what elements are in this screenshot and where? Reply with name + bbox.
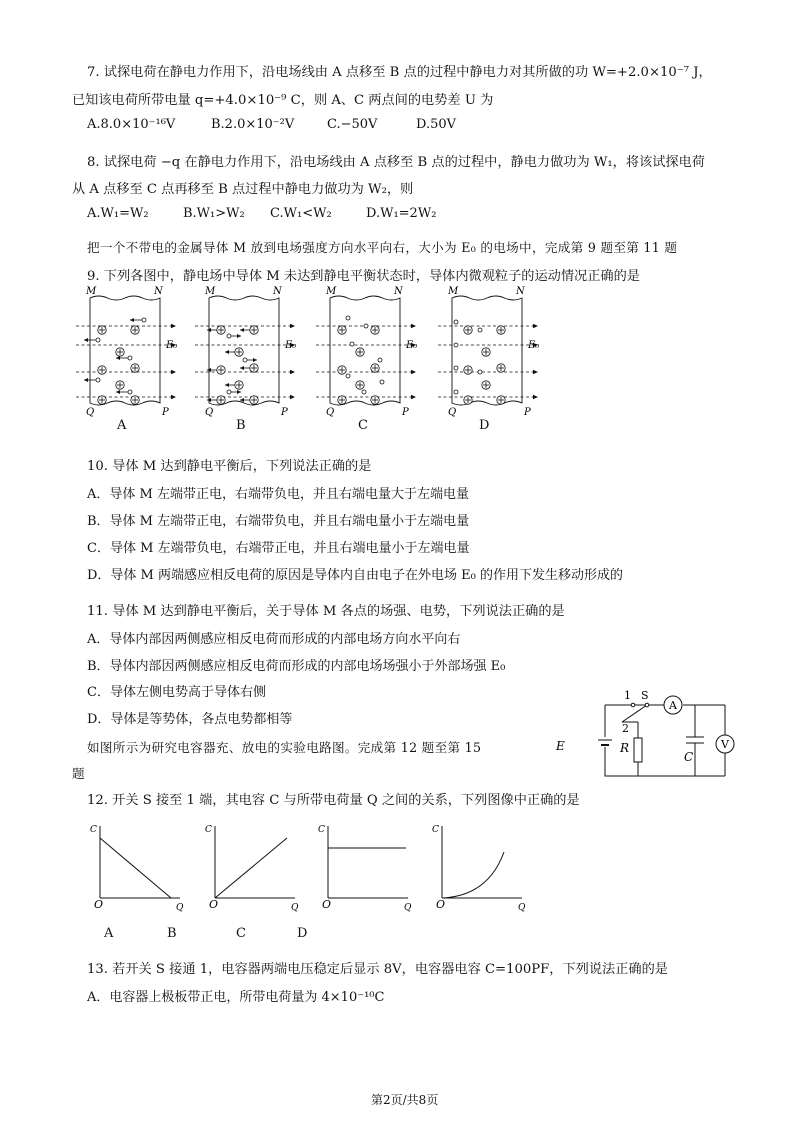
svg-text:Q: Q [404, 903, 412, 913]
q8-option-b: B.W₁>W₂ [183, 206, 245, 221]
q12-graph-b [203, 820, 303, 915]
graph-b-line [215, 838, 287, 898]
q8-stem-line1: 8. 试探电荷 −q 在静电力作用下，沿电场线由 A 点移至 B 点的过程中，静电力做功为 W₁，将该试探电荷 [87, 155, 705, 170]
svg-text:C: C [205, 825, 212, 835]
label-N: N [394, 286, 403, 297]
switch-label: S [641, 689, 649, 702]
label-Q: Q [326, 407, 335, 418]
intro-q9-11: 把一个不带电的金属导体 M 放到电场强度方向水平向右，大小为 E₀ 的电场中，完成第 9 题至第 11 题 [87, 240, 678, 255]
label-Q: Q [448, 407, 457, 418]
label-P: P [162, 407, 169, 418]
node-2-label: 2 [622, 722, 629, 735]
svg-text:O: O [209, 898, 219, 911]
label-E0: E₀ [285, 340, 297, 351]
q13-stem: 13. 若开关 S 接通 1，电容器两端电压稳定后显示 8V，电容器电容 C=100PF，下列说法正确的是 [87, 962, 668, 977]
q7-stem-line1: 7. 试探电荷在静电力作用下，沿电场线由 A 点移至 B 点的过程中静电力对其所做的功 W=+2.0×10⁻⁷ J， [87, 65, 712, 80]
battery-label: E [556, 739, 565, 753]
q11-option-c: C．导体左侧电势高于导体右侧 [87, 685, 266, 700]
graph-d-curve [442, 852, 504, 898]
q8-option-a: A.W₁=W₂ [87, 206, 149, 221]
q9-caption-b: B [236, 418, 246, 433]
label-P: P [281, 407, 288, 418]
node-1-label: 1 [624, 689, 631, 702]
label-E0: E₀ [166, 340, 178, 351]
q12-graph-c [316, 820, 416, 915]
capacitor-circuit-diagram [540, 688, 750, 788]
intro-q12-15-line2: 题 [72, 766, 85, 781]
q9-caption-c: C [358, 418, 368, 433]
label-Q: Q [205, 407, 214, 418]
label-P: P [402, 407, 409, 418]
q7-option-a: A.8.0×10⁻¹⁶V [87, 117, 176, 132]
q7-stem-line2: 已知该电荷所带电量 q=+4.0×10⁻⁹ C，则 A、C 两点间的电势差 U 为 [72, 93, 494, 108]
q11-option-b: B．导体内部因两侧感应相反电荷而形成的内部电场场强小于外部场强 E₀ [87, 659, 506, 674]
capacitor-label: C [684, 750, 694, 764]
voltmeter-label: V [721, 738, 729, 751]
q9-caption-a: A [117, 418, 127, 433]
q9-caption-d: D [479, 418, 490, 433]
svg-text:C: C [432, 825, 439, 835]
q12-caption-d: D [297, 926, 308, 941]
graph-a-line [100, 838, 171, 898]
intro-q12-15-line1: 如图所示为研究电容器充、放电的实验电路图。完成第 12 题至第 15 [87, 740, 482, 755]
label-M: M [326, 286, 337, 297]
label-N: N [516, 286, 525, 297]
q11-option-a: A．导体内部因两侧感应相反电荷而形成的内部电场方向水平向右 [87, 632, 461, 647]
q12-graph-a [88, 820, 188, 915]
q10-stem: 10. 导体 M 达到静电平衡后，下列说法正确的是 [87, 459, 372, 474]
q10-option-a: A．导体 M 左端带正电，右端带负电，并且右端电量大于左端电量 [87, 487, 469, 502]
svg-text:C: C [318, 825, 325, 835]
label-M: M [205, 286, 216, 297]
q10-option-d: D．导体 M 两端感应相反电荷的原因是导体内自由电子在外电场 E₀ 的作用下发生移动形成的 [87, 568, 623, 583]
q8-stem-line2: 从 A 点移至 C 点再移至 B 点过程中静电力做功为 W₂，则 [72, 182, 414, 197]
q9-stem: 9. 下列各图中，静电场中导体 M 未达到静电平衡状态时，导体内微观粒子的运动情况正确的是 [87, 269, 640, 284]
q10-option-c: C．导体 M 左端带负电，右端带正电，并且右端电量小于左端电量 [87, 541, 470, 556]
svg-text:Q: Q [518, 903, 526, 913]
svg-text:Q: Q [291, 903, 299, 913]
svg-text:O: O [322, 898, 332, 911]
page-footer: 第2页/共8页 [371, 1093, 439, 1107]
label-M: M [86, 286, 97, 297]
ammeter-label: A [669, 699, 677, 712]
label-N: N [273, 286, 282, 297]
q12-caption-a: A [104, 926, 114, 941]
svg-text:O: O [94, 898, 104, 911]
q12-stem: 12. 开关 S 接至 1 端，其电容 C 与所带电荷量 Q 之间的关系，下列图像中正确的是 [87, 793, 580, 808]
label-E0: E₀ [406, 340, 418, 351]
q9-panel-d [438, 296, 538, 405]
resistor-label: R [620, 741, 630, 755]
q9-panel-b [195, 296, 295, 405]
q7-option-c: C.−50V [327, 117, 378, 132]
q8-option-c: C.W₁<W₂ [270, 206, 332, 221]
svg-text:C: C [90, 825, 97, 835]
label-M: M [448, 286, 459, 297]
q12-caption-b: B [167, 926, 177, 941]
q10-option-b: B．导体 M 左端带正电，右端带负电，并且右端电量小于左端电量 [87, 514, 470, 529]
q12-graph-d [430, 820, 530, 915]
q7-option-d: D.50V [416, 117, 457, 132]
q9-panel-c [316, 296, 416, 405]
svg-text:Q: Q [176, 903, 184, 913]
q9-panel-a [76, 296, 176, 405]
label-E0: E₀ [528, 340, 540, 351]
q12-caption-c: C [236, 926, 246, 941]
label-N: N [154, 286, 163, 297]
q13-option-a: A．电容器上极板带正电，所带电荷量为 4×10⁻¹⁰C [87, 990, 385, 1005]
q11-option-d: D．导体是等势体，各点电势都相等 [87, 712, 293, 727]
q7-option-b: B.2.0×10⁻²V [211, 117, 295, 132]
svg-text:O: O [436, 898, 446, 911]
switch-blade [622, 705, 647, 722]
q8-option-d: D.W₁=2W₂ [366, 206, 437, 221]
label-P: P [524, 407, 531, 418]
label-Q: Q [86, 407, 95, 418]
q11-stem: 11. 导体 M 达到静电平衡后，关于导体 M 各点的场强、电势，下列说法正确的是 [87, 604, 565, 619]
